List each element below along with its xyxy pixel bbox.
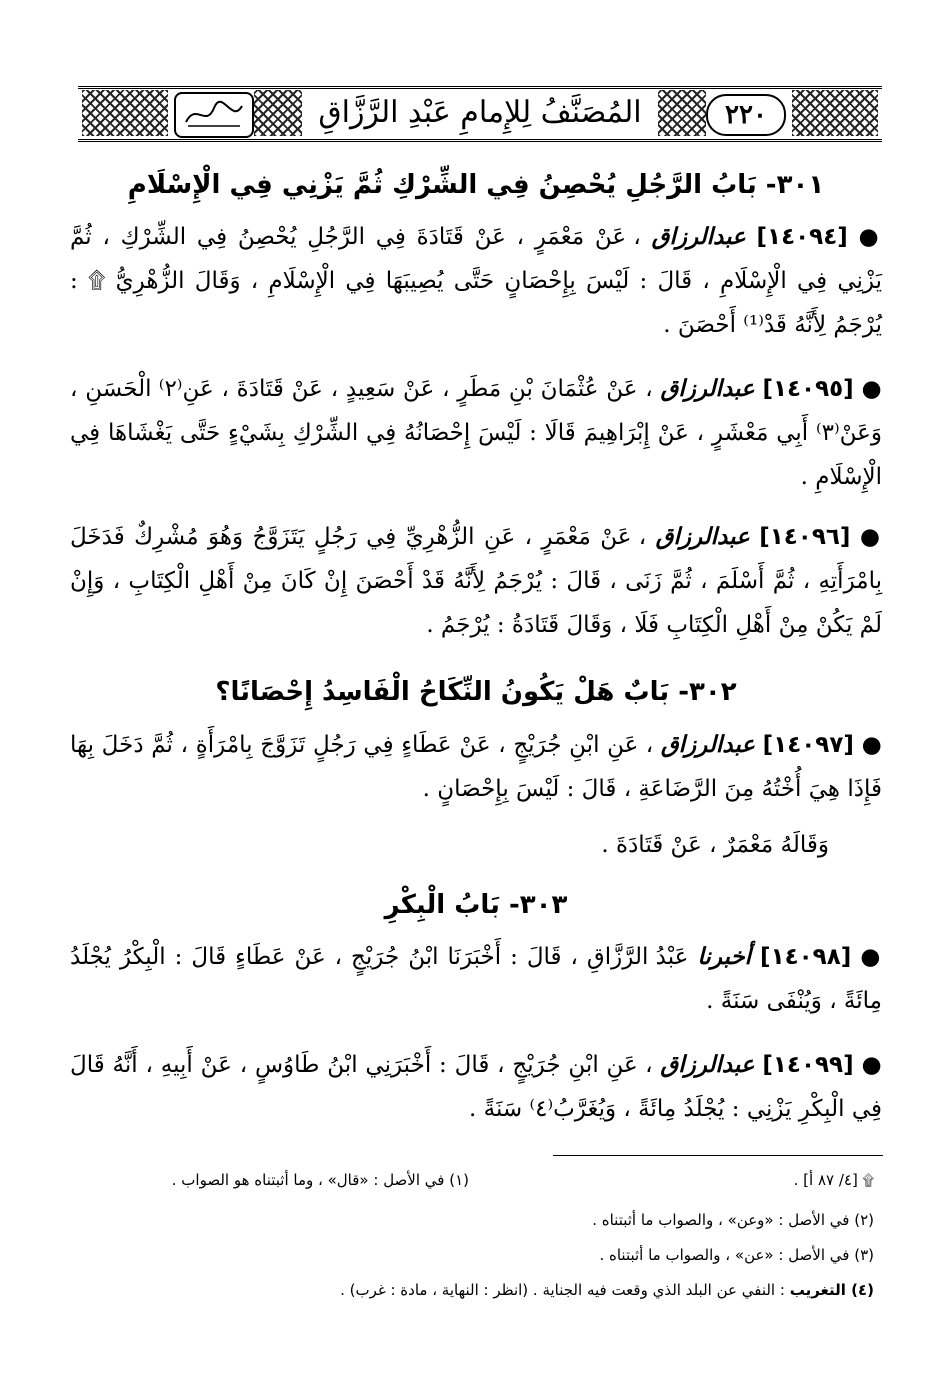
entry-number: [١٤٠٩٩] (762, 1052, 854, 1078)
entry-number: [١٤٠٩٦] (759, 524, 851, 550)
footnote-4-text: : النفي عن البلد الذي وقعت فيه الجناية . (انظر : النهاية ، مادة : غرب) . (340, 1281, 785, 1299)
hadith-entry (70, 723, 882, 811)
bullet-icon: ● (861, 731, 883, 758)
ornament-icon (82, 90, 168, 136)
hadith-entry (70, 935, 882, 1023)
footnote-3: (٣) في الأصل : «عن» ، والصواب ما أثبتناه . (599, 1246, 874, 1264)
footnote-2: (٢) في الأصل : «وعن» ، والصواب ما أثبتناه . (592, 1211, 874, 1229)
entry-source: عبدالرزاق (660, 1051, 755, 1078)
running-title: المُصَنَّفُ لِلإِمامِ عَبْدِ الرَّزَّاقِ (308, 92, 652, 134)
publisher-seal-icon (174, 92, 254, 138)
entry-text: ، عَنْ عُثْمَانَ بْنِ مَطَرٍ ، عَنْ سَعِيدٍ ، عَنْ قَتَادَةَ ، عَنِ⁽٢⁾ الْحَسَنِ ، وَعَنْ⁽٣⁾ أَبِي مَعْشَرٍ ، عَنْ إِبْرَاهِيمَ قَالَا : لَيْسَ إِحْصَانُهُ فِي الشِّرْكِ بِشَيْءٍ حَتَّى يَغْشَاهَا فِي الْإِسْلَامِ . (70, 376, 882, 490)
section-heading: ٣٠٢- بَابٌ هَلْ يَكُونُ النِّكَاحُ الْفَاسِدُ إِحْصَانًا؟ (215, 677, 737, 707)
entry-source: عبدالرزاق (655, 523, 750, 550)
ornament-icon (658, 90, 706, 136)
entry-source: أخبرنا (697, 943, 752, 970)
entry-text: ، عَنْ مَعْمَرٍ ، عَنِ الزُّهْرِيِّ فِي رَجُلٍ يَتَزَوَّجُ وَهُوَ مُشْرِكٌ فَدَخَلَ بِامْرَأَتِهِ ، ثُمَّ أَسْلَمَ ، ثُمَّ زَنَى ، قَالَ : يُرْجَمُ لِأَنَّهُ قَدْ أَحْصَنَ إِنْ كَانَ مِنْ أَهْلِ الْكِتَابِ ، وَإِنْ لَمْ يَكُنْ مِنْ أَهْلِ الْكِتَابِ فَلَا ، وَقَالَ قَتَادَةُ : يُرْجَمُ . (70, 524, 882, 638)
entry-number: [١٤٠٩٧] (762, 732, 854, 758)
hadith-entry (70, 515, 882, 647)
footnote-1: (١) في الأصل : «قال» ، وما أثبتناه هو الصواب . (171, 1171, 469, 1189)
entry-text: ، عَنْ مَعْمَرٍ ، عَنْ قَتَادَةَ فِي الرَّجُلِ يُحْصِنُ فِي الشِّرْكِ ، ثُمَّ يَزْنِي فِي الْإِسْلَامِ ، قَالَ : لَيْسَ بِإِحْصَانٍ حَتَّى يُصِيبَهَا فِي الْإِسْلَامِ ، وَقَالَ الزُّهْرِيُّ ۩ : يُرْجَمُ لِأَنَّهُ قَدْ⁽¹⁾ أَحْصَنَ . (70, 224, 882, 338)
hadith-entry (70, 215, 882, 347)
entry-number: [١٤٠٩٨] (760, 944, 852, 970)
page-header (78, 86, 882, 142)
bullet-icon: ● (859, 523, 882, 550)
entry-source: عبدالرزاق (660, 731, 755, 758)
footnote-4 (340, 1278, 874, 1302)
bullet-icon: ● (861, 1051, 883, 1078)
footnote-4-term: (٤) التغريب (789, 1281, 874, 1299)
section-heading: ٣٠١- بَابُ الرَّجُلِ يُحْصِنُ فِي الشِّرْكِ ثُمَّ يَزْنِي فِي الْإِسْلَامِ (127, 170, 825, 200)
entry-source: عبدالرزاق (660, 375, 755, 402)
footnote-rule (553, 1155, 883, 1156)
ornament-icon (254, 90, 302, 136)
entry-text: ، عَنِ ابْنِ جُرَيْجٍ ، عَنْ عَطَاءٍ فِي رَجُلٍ تَزَوَّجَ بِامْرَأَةٍ ، ثُمَّ دَخَلَ بِهَا فَإِذَا هِيَ أُخْتُهُ مِنَ الرَّضَاعَةِ ، قَالَ : لَيْسَ بِإِحْصَانٍ . (70, 732, 882, 802)
bullet-icon: ● (858, 223, 883, 250)
entry-text: ، عَنِ ابْنِ جُرَيْجٍ ، قَالَ : أَخْبَرَنِي ابْنُ طَاوُسٍ ، عَنْ أَبِيهِ ، أَنَّهُ قَالَ فِي الْبِكْرِ يَزْنِي : يُجْلَدُ مِائَةً ، وَيُغَرَّبُ⁽٤⁾ سَنَةً . (70, 1052, 882, 1122)
bullet-icon: ● (860, 943, 883, 970)
entry-number: [١٤٠٩٥] (762, 376, 854, 402)
trailing-note: وَقَالَهُ مَعْمَرٌ ، عَنْ قَتَادَةَ . (601, 832, 829, 858)
ornament-icon (792, 90, 878, 136)
hadith-entry (70, 1043, 882, 1131)
footnote-folio: ۩ [٤/ ٨٧ أ] . (793, 1171, 874, 1189)
entry-text: عَبْدُ الرَّزَّاقِ ، قَالَ : أَخْبَرَنَا ابْنُ جُرَيْجٍ ، عَنْ عَطَاءٍ قَالَ : الْبِكْرُ يُجْلَدُ مِائَةً ، وَيُنْفَى سَنَةً . (70, 944, 882, 1014)
page-number: ٢٢٠ (706, 94, 786, 136)
section-heading: ٣٠٣- بَابُ الْبِكْرِ (384, 890, 568, 920)
bullet-icon: ● (861, 375, 882, 402)
entry-source: عبدالرزاق (651, 223, 746, 250)
hadith-entry (70, 367, 882, 499)
entry-number: [١٤٠٩٤] (756, 224, 848, 250)
